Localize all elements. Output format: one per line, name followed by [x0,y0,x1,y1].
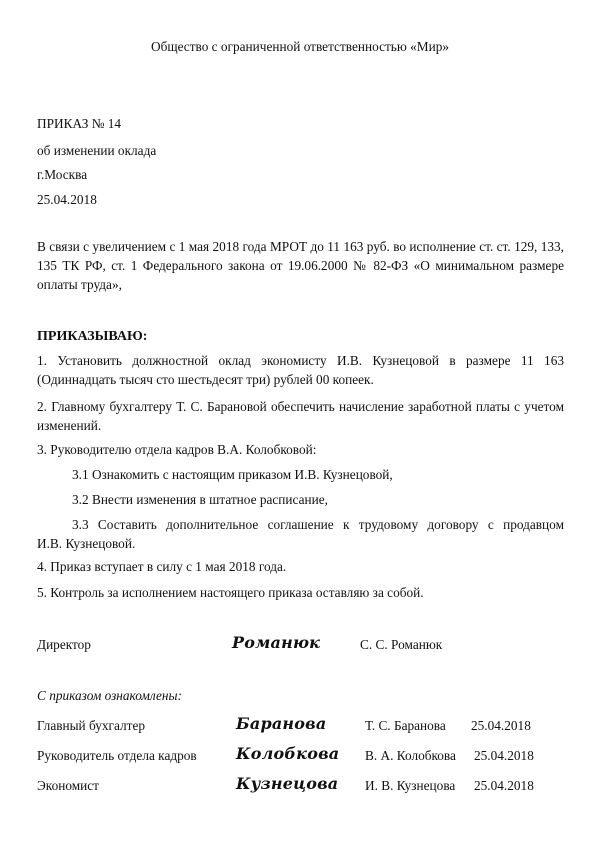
order-item-2: 2. Главному бухгалтеру Т. С. Барановой обеспечить начисление заработной платы с учетом изменений. [37,399,564,433]
acquainted-date: 25.04.2018 [474,748,534,763]
order-title: ПРИКАЗ № 14 [37,116,122,131]
acquainted-heading: С приказом ознакомлены: [37,688,182,703]
acquainted-name: В. А. Колобкова [365,748,456,763]
order-item-1: 1. Установить должностной оклад экономисту И.В. Кузнецовой в размере 11 163 (Одиннадцать тысяч сто шестьдесят три) рублей 00 копеек. [37,353,564,387]
order-item-3: 3. Руководителю отдела кадров В.А. Колобковой: [37,442,317,457]
order-item-3-3-cont: И.В. Кузнецовой. [37,536,136,551]
order-city: г.Москва [37,167,88,182]
order-subject: об изменении оклада [37,143,157,158]
acquainted-name: И. В. Кузнецова [365,778,456,793]
preamble-paragraph: В связи с увеличением с 1 мая 2018 года МРОТ до 11 163 руб. во исполнение ст. ст. 129, 133, 135 ТК РФ, ст. 1 Федерального закона от 19.06.2000 № 82-ФЗ «О минимальном размере оплаты труда», [37,239,564,292]
order-date: 25.04.2018 [37,192,97,207]
director-name: С. С. Романюк [360,637,443,652]
organization-header: Общество с ограниченной ответственностью «Мир» [150,39,450,54]
order-item-4: 4. Приказ вступает в силу с 1 мая 2018 года. [37,559,287,574]
acquainted-name: Т. С. Баранова [365,718,446,733]
order-item-5: 5. Контроль за исполнением настоящего приказа оставляю за собой. [37,585,424,600]
order-item-3-3: 3.3 Составить дополнительное соглашение к трудовому договору с продавцом [72,517,564,532]
acquainted-signature: Колобкова [236,744,340,763]
acquainted-signature: Баранова [236,714,327,733]
order-item-3-1: 3.1 Ознакомить с настоящим приказом И.В. Кузнецовой, [72,467,393,482]
director-signature: Романюк [232,633,321,652]
acquainted-role: Экономист [37,778,99,793]
acquainted-role: Руководитель отдела кадров [37,748,197,763]
director-role: Директор [37,637,91,652]
acquainted-signature: Кузнецова [236,774,339,793]
order-word: ПРИКАЗЫВАЮ: [37,329,148,344]
acquainted-date: 25.04.2018 [471,718,531,733]
order-item-3-2: 3.2 Внести изменения в штатное расписание, [72,492,328,507]
acquainted-date: 25.04.2018 [474,778,534,793]
acquainted-role: Главный бухгалтер [37,718,146,733]
